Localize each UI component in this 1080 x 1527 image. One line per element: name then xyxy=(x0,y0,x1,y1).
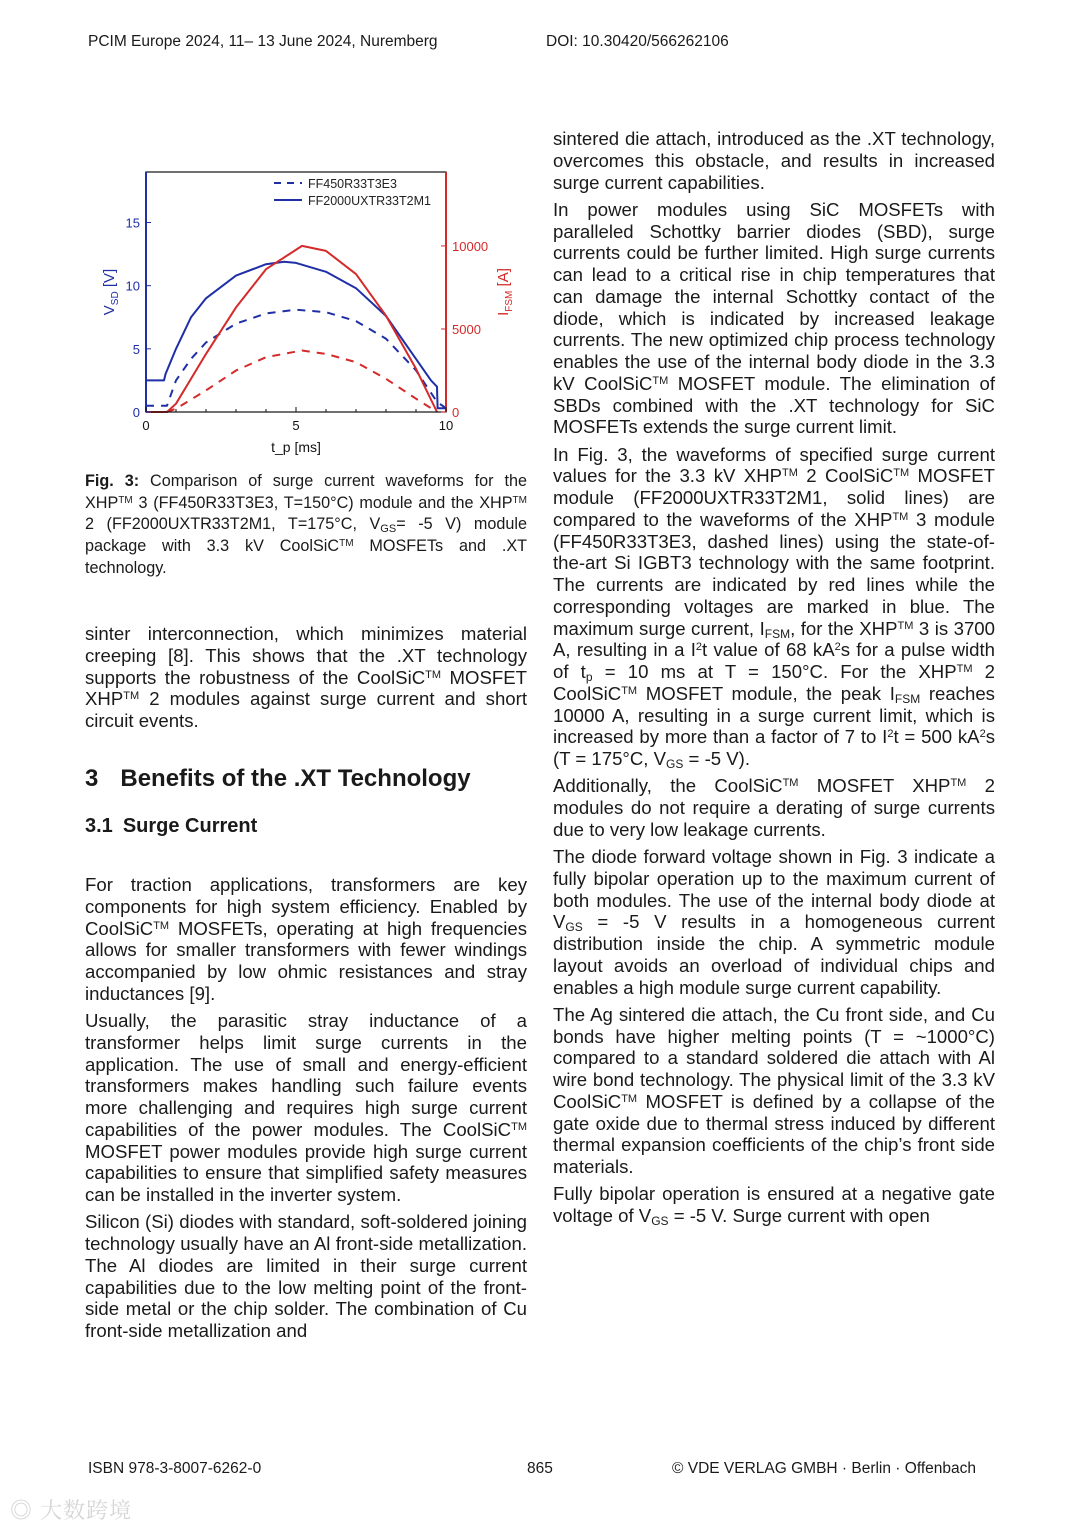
text-run: TM xyxy=(153,919,170,932)
text-run: 2 xyxy=(887,728,894,741)
legend-label-dashed: FF450R33T3E3 xyxy=(308,177,397,191)
text-run: FSM xyxy=(894,691,921,706)
footer-publisher: © VDE VERLAG GMBH · Berlin · Offenbach xyxy=(672,1460,977,1477)
paragraph xyxy=(553,775,995,840)
text-run: MOSFET is defined by a collapse of the gate oxide due to thermal stress induced by different thermal expansion coefficients of the chip’s front side materials. xyxy=(553,1090,995,1177)
left-y-tick-label: 10 xyxy=(125,278,140,294)
text-run: TM xyxy=(652,374,669,387)
text-run: 2 CoolSiC xyxy=(553,661,995,704)
x-axis-label: t_p [ms] xyxy=(271,439,321,455)
header-doi: DOI: 10.30420/566262106 xyxy=(546,33,729,50)
text-run: MOSFET module. The elimination of SBDs combined with the .XT technology for SiC MOSFETs extends the surge current limit. xyxy=(553,372,995,438)
x-tick-label: 5 xyxy=(292,418,300,433)
text-run: , for the XHP xyxy=(790,617,898,639)
right-y-tick-label: 0 xyxy=(452,405,460,420)
left-y-axis-label: $V_{SD}$ [V] xyxy=(101,268,121,316)
text-run: 3 module (FF450R33T3E3, dashed lines) using the state-of-the-art Si IGBT3 technology with the same footprint. The currents are indicated by red lines while the corresponding voltages are marked in blue. The maximum surge current, I xyxy=(553,508,995,639)
plot-frame xyxy=(146,172,446,412)
text-run: For traction applications, transformers are key components for high system efficiency. Enabled by CoolSiC xyxy=(85,874,527,939)
text-run: reaches 10000 A, resulting in a surge current limit, which is increased by more than a factor of 7 to I xyxy=(553,682,995,748)
text-run: 2 modules do not require a derating of surge currents due to very low leakage currents. xyxy=(553,775,995,840)
header-conference: PCIM Europe 2024, 11– 13 June 2024, Nuremberg xyxy=(88,33,438,50)
text-run: TM xyxy=(123,690,140,703)
text-run: GS xyxy=(651,1214,669,1228)
paragraph xyxy=(85,1211,527,1342)
footer-isbn: ISBN 978-3-8007-6262-0 xyxy=(88,1460,262,1477)
series-line-1 xyxy=(146,310,446,409)
left-y-tick-label: 15 xyxy=(125,215,140,231)
series-line-3 xyxy=(167,351,437,413)
text-run: s for a pulse width of t xyxy=(553,639,995,682)
text-run: TM xyxy=(782,467,798,480)
caption-label: Fig. 3: xyxy=(85,472,140,490)
right-y-tick-label: 10000 xyxy=(452,238,489,254)
text-run: = -5 V) module package with 3.3 kV CoolSiC xyxy=(85,515,527,556)
figure-caption xyxy=(85,471,527,580)
text-run: t = 500 kA xyxy=(893,726,980,748)
text-run: 2 CoolSiC xyxy=(797,465,894,487)
text-run: The Ag sintered die attach, the Cu front side, and Cu bonds have higher melting points (T = ~1000°C) compared to a standard soldered die attach with Al wire bond technology. The physical limit of the 3.3 kV CoolSiC xyxy=(553,1003,995,1112)
text-run: TM xyxy=(118,494,133,506)
text-run: 3 (FF450R33T3E3, T=150°C) module and the XHP xyxy=(132,493,513,512)
watermark-logo: ◎ 大数跨境 xyxy=(10,1498,133,1523)
text-run: FSM xyxy=(764,626,791,641)
text-run: MOSFET module (FF2000UXTR33T2M1, solid lines) are compared to the waveforms of the XHP xyxy=(553,465,996,530)
paragraph xyxy=(85,1010,527,1206)
text-run: = -5 V). xyxy=(683,748,751,769)
text-run: GS xyxy=(380,523,397,536)
text-run: Usually, the parasitic stray inductance of a transformer helps limit surge currents in the application. The use of small and energy-efficient transformers makes handling such failure events more challenging and requires high surge current capabilities of the power modules. The CoolSiC xyxy=(85,1010,527,1140)
text-run: = 10 ms at T = 150°C. For the XHP xyxy=(592,661,957,682)
right-y-axis-label: $I_{FSM}$ [A] xyxy=(495,268,515,316)
text-run: MOSFET XHP xyxy=(798,775,951,797)
text-run: TM xyxy=(893,467,910,480)
text-run: 3 is 3700 A, resulting in a I xyxy=(553,617,995,661)
text-run: TM xyxy=(511,1120,527,1133)
text-run: In power modules using SiC MOSFETs with paralleled Schottky barrier diodes (SBD), surge currents could be further limited. High surge currents can lead to a critical rise in chip temperatures that can damage the internal Schottky contact of the diode, which is indicated by increased leakage currents. The new optimized chip process technology enables the use of the internal body diode in the 3.3 kV CoolSiC xyxy=(553,198,995,394)
text-run: TM xyxy=(782,777,799,790)
text-run: Comparison of surge current waveforms for the XHP xyxy=(85,472,527,512)
text-run: MOSFET XHP xyxy=(85,666,527,710)
text-run: TM xyxy=(897,619,914,632)
text-run: sintered die attach, introduced as the .XT technology, overcomes this obstacle, and results in increased surge current capabilities. xyxy=(553,128,995,193)
paragraph xyxy=(553,444,995,770)
figure-3-chart xyxy=(90,160,530,460)
text-run: GS xyxy=(565,920,583,935)
text-run: sinter interconnection, which minimizes material creeping [8]. This shows that the .XT technology supports the robustness of the CoolSiC xyxy=(85,623,527,688)
text-run: 2 xyxy=(834,641,841,654)
text-run: = -5 V results in a homogeneous current distribution inside the chip. A symmetric module layout avoids an overload of individual chips and enables a high module surge current capability. xyxy=(553,911,995,998)
text-run: MOSFET power modules provide high surge current capabilities to ensure that simplified safety measures can be installed in the inverter system. xyxy=(85,1140,527,1205)
paragraph xyxy=(85,623,527,732)
text-run: GS xyxy=(666,757,684,771)
text-run: MOSFETs, operating at high frequencies allows for smaller transformers with fewer windings accompanied by low ohmic resistances and stray inductances [9]. xyxy=(85,917,527,1004)
text-run: TM xyxy=(956,663,973,675)
x-tick-label: 10 xyxy=(438,418,454,433)
text-run: TM xyxy=(621,684,638,697)
text-run: = -5 V. Surge current with open xyxy=(668,1205,930,1226)
text-run: MOSFETs and .XT technology. xyxy=(85,537,527,577)
left-column-top xyxy=(85,623,527,737)
text-run: Additionally, the CoolSiC xyxy=(553,775,783,797)
section-heading: 3 Benefits of the .XT Technology xyxy=(85,765,471,792)
text-run: 2 (FF2000UXTR33T2M1, T=175°C, V xyxy=(85,515,381,534)
paragraph xyxy=(553,1183,995,1227)
series-line-2 xyxy=(146,246,437,412)
text-run: TM xyxy=(892,510,909,523)
text-run: p xyxy=(585,670,593,684)
text-run: Fully bipolar operation is ensured at a negative gate voltage of V xyxy=(553,1183,995,1226)
series-line-0 xyxy=(146,262,446,409)
right-y-tick-label: 5000 xyxy=(452,321,481,337)
text-run: TM xyxy=(512,494,527,506)
subsection-heading: 3.1 Surge Current xyxy=(85,815,258,837)
text-run: 2 xyxy=(979,728,986,741)
legend xyxy=(274,177,431,208)
text-run: TM xyxy=(621,1092,638,1105)
right-column xyxy=(553,128,995,1232)
text-run: TM xyxy=(425,668,442,681)
text-run: Silicon (Si) diodes with standard, soft-soldered joining technology usually have an Al front-side metallization. The Al diodes are limited in their surge current capabilities due to the low melting point of the front-side metal or the chip solder. The combination of Cu front-side metallization and xyxy=(85,1211,527,1341)
text-run: s (T = 175°C, V xyxy=(553,726,996,769)
text-run: TM xyxy=(950,777,967,790)
text-run: In Fig. 3, the waveforms of specified surge current values for the 3.3 kV XHP xyxy=(553,443,995,487)
footer-page-number: 865 xyxy=(527,1460,553,1477)
paragraph xyxy=(553,199,995,438)
left-y-tick-label: 0 xyxy=(132,405,140,420)
paragraph xyxy=(85,874,527,1005)
paragraph xyxy=(553,128,995,193)
paragraph xyxy=(553,1004,995,1178)
text-run: 2 modules against surge current and short circuit events. xyxy=(85,688,527,731)
paragraph xyxy=(553,846,995,998)
legend-label-solid: FF2000UXTR33T2M1 xyxy=(308,194,431,208)
text-run: 2 xyxy=(695,641,703,654)
text-run: MOSFET module, the peak I xyxy=(637,682,895,704)
text-run: t value of 68 kA xyxy=(702,639,835,661)
x-tick-label: 0 xyxy=(142,418,150,433)
left-column-body xyxy=(85,874,527,1347)
text-run: The diode forward voltage shown in Fig. 3 indicate a fully bipolar operation up to the maximum current of both modules. The use of the internal body diode at V xyxy=(553,846,995,933)
text-run: TM xyxy=(339,538,354,550)
left-y-tick-label: 5 xyxy=(132,341,140,357)
